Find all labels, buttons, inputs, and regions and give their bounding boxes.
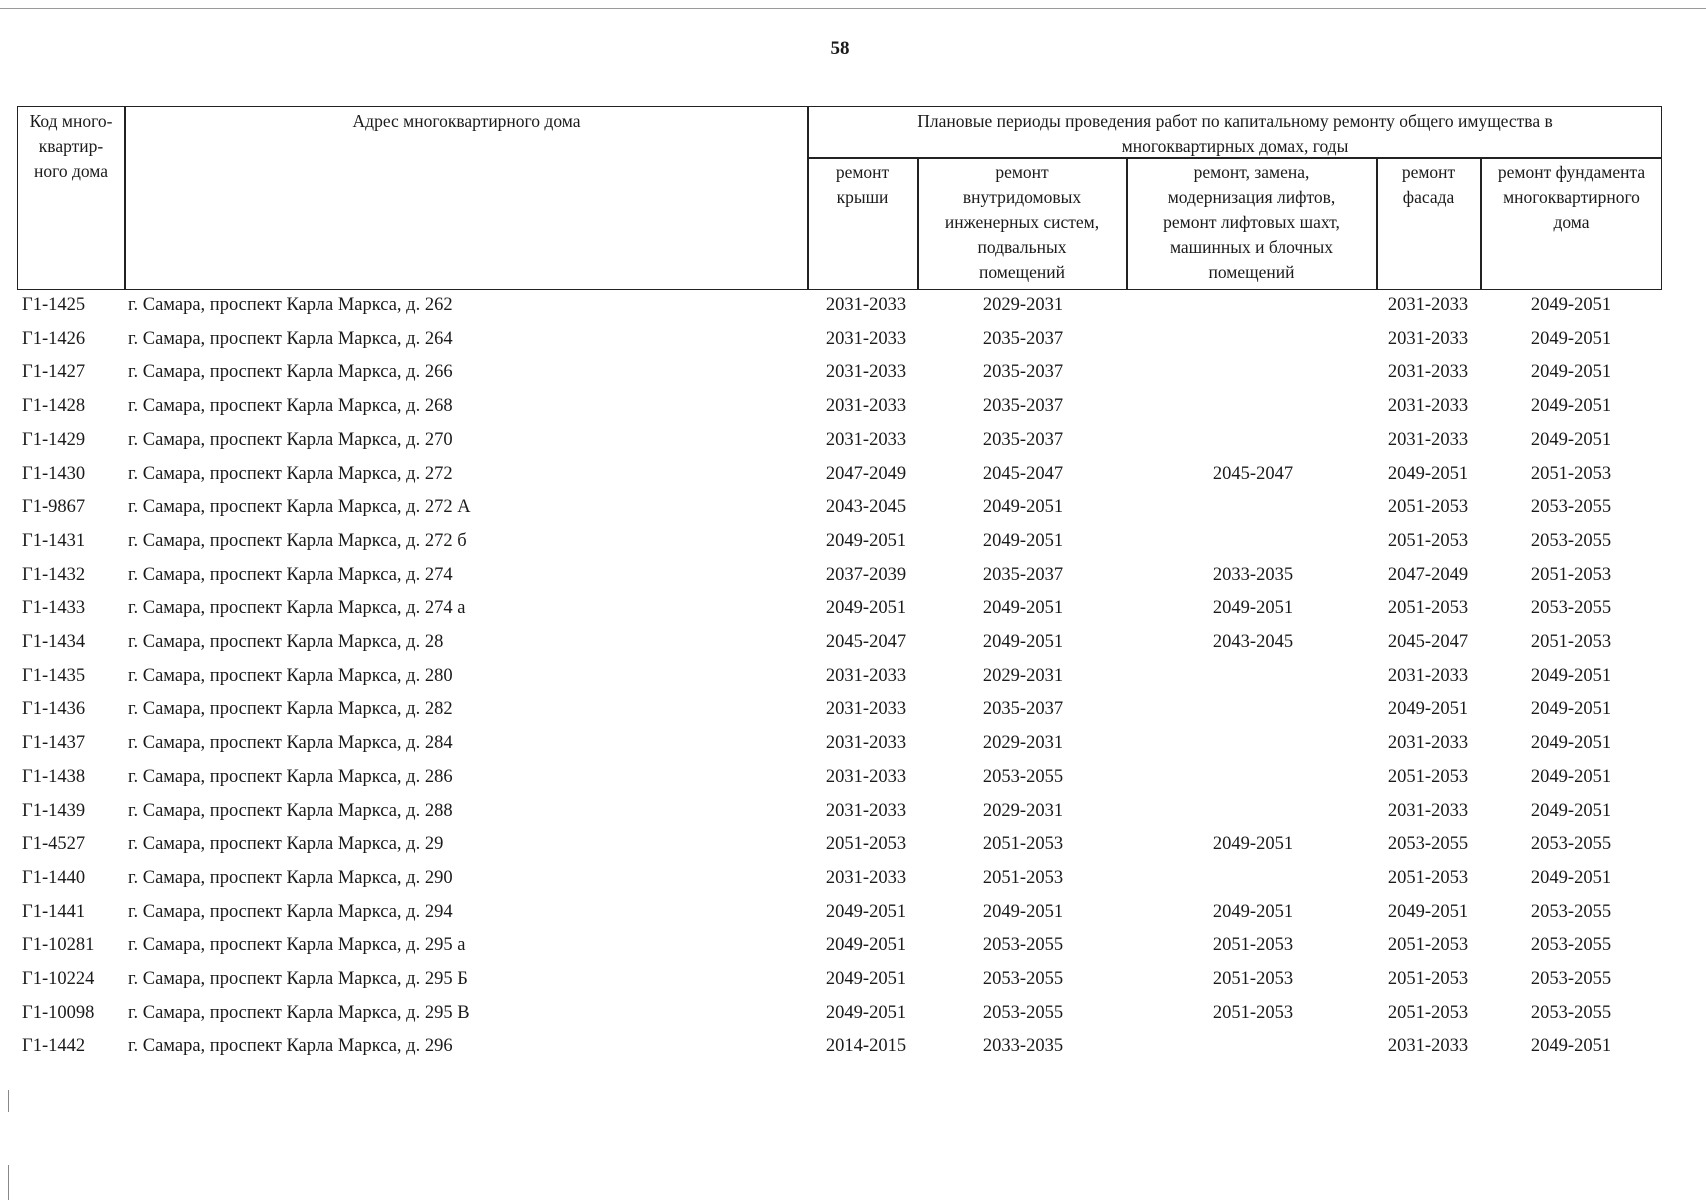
facade-period: 2049-2051	[1387, 463, 1469, 484]
header-facade	[1377, 160, 1480, 210]
header-lifts-line: помещений	[1208, 262, 1295, 282]
foundation-period: 2049-2051	[1530, 429, 1612, 450]
facade-period: 2031-2033	[1387, 396, 1469, 417]
roof-period: 2014-2015	[825, 1036, 907, 1057]
header-lifts-line: ремонт, замена,	[1193, 162, 1310, 182]
header-foundation	[1481, 160, 1662, 235]
house-address: г. Самара, проспект Карла Маркса, д. 284	[128, 733, 453, 754]
lift-period: 2049-2051	[1212, 834, 1294, 855]
house-address: г. Самара, проспект Карла Маркса, д. 280	[128, 665, 453, 686]
scan-top-line	[0, 8, 1706, 9]
roof-period: 2049-2051	[825, 1002, 907, 1023]
roof-period: 2045-2047	[825, 632, 907, 652]
header-periods-line: Плановые периоды проведения работ по капитальному ремонту общего имущества в	[917, 111, 1553, 131]
engineering-period: 2045-2047	[982, 463, 1064, 484]
roof-period: 2031-2033	[825, 800, 907, 821]
house-address: г. Самара, проспект Карла Маркса, д. 264	[128, 328, 453, 349]
roof-period: 2031-2033	[825, 328, 907, 349]
lift-period: 2045-2047	[1212, 463, 1294, 484]
facade-period: 2051-2053	[1387, 1002, 1469, 1023]
header-engineering	[918, 160, 1126, 285]
lift-period: 2051-2053	[1212, 1002, 1294, 1023]
facade-period: 2051-2053	[1387, 497, 1469, 518]
table-row	[0, 898, 1706, 932]
header-foundation-line: многоквартирного	[1503, 187, 1640, 207]
scan-edge-mark	[8, 1165, 9, 1200]
table-row	[0, 426, 1706, 460]
house-code: Г1-1435	[22, 665, 86, 686]
header-facade-line: фасада	[1402, 187, 1455, 207]
engineering-period: 2051-2053	[982, 834, 1064, 855]
house-address: г. Самара, проспект Карла Маркса, д. 272	[128, 463, 453, 484]
facade-period: 2049-2051	[1387, 699, 1469, 720]
table-row	[0, 1032, 1706, 1066]
engineering-period: 2053-2055	[982, 1002, 1064, 1023]
header-periods-line: многоквартирных домах, годы	[1121, 136, 1349, 156]
table-row	[0, 561, 1706, 595]
header-roof	[808, 160, 917, 210]
foundation-period: 2049-2051	[1530, 699, 1612, 720]
foundation-period: 2053-2055	[1530, 969, 1612, 989]
header-code-line: Код много-	[29, 111, 113, 131]
facade-period: 2051-2053	[1387, 867, 1469, 888]
house-address: г. Самара, проспект Карла Маркса, д. 290	[128, 867, 453, 888]
house-code: Г1-1428	[22, 396, 86, 417]
foundation-period: 2049-2051	[1530, 295, 1612, 315]
house-code: Г1-10224	[22, 969, 95, 989]
roof-period: 2043-2045	[825, 497, 907, 518]
table-row	[0, 763, 1706, 797]
facade-period: 2031-2033	[1387, 665, 1469, 686]
foundation-period: 2049-2051	[1530, 867, 1612, 888]
house-code: Г1-1439	[22, 800, 86, 821]
table-row	[0, 493, 1706, 527]
lift-period: 2049-2051	[1212, 901, 1294, 922]
house-code: Г1-1436	[22, 699, 86, 720]
lift-period: 2051-2053	[1212, 969, 1294, 989]
facade-period: 2049-2051	[1387, 901, 1469, 922]
lift-period: 2051-2053	[1212, 935, 1294, 956]
house-code: Г1-1430	[22, 463, 86, 484]
foundation-period: 2053-2055	[1530, 1002, 1612, 1023]
header-address: Адрес многоквартирного дома	[352, 111, 581, 131]
engineering-period: 2029-2031	[982, 295, 1064, 315]
table-row	[0, 325, 1706, 359]
header-engineering-line: инженерных систем,	[944, 212, 1100, 232]
header-code	[18, 109, 124, 184]
foundation-period: 2053-2055	[1530, 530, 1612, 551]
engineering-period: 2051-2053	[982, 867, 1064, 888]
header-engineering-line: внутридомовых	[962, 187, 1082, 207]
table-row	[0, 931, 1706, 965]
engineering-period: 2029-2031	[982, 733, 1064, 754]
house-code: Г1-4527	[22, 834, 86, 855]
foundation-period: 2049-2051	[1530, 766, 1612, 787]
foundation-period: 2049-2051	[1530, 362, 1612, 383]
roof-period: 2031-2033	[825, 396, 907, 417]
house-code: Г1-1426	[22, 328, 86, 349]
roof-period: 2037-2039	[825, 564, 907, 585]
house-code: Г1-1437	[22, 733, 86, 754]
engineering-period: 2035-2037	[982, 699, 1064, 720]
house-address: г. Самара, проспект Карла Маркса, д. 294	[128, 901, 453, 922]
roof-period: 2031-2033	[825, 867, 907, 888]
roof-period: 2049-2051	[825, 969, 907, 989]
facade-period: 2051-2053	[1387, 935, 1469, 956]
table-row	[0, 628, 1706, 662]
roof-period: 2049-2051	[825, 598, 907, 619]
facade-period: 2031-2033	[1387, 1036, 1469, 1057]
table-row	[0, 358, 1706, 392]
roof-period: 2031-2033	[825, 733, 907, 754]
house-code: Г1-1438	[22, 766, 86, 787]
header-periods	[808, 109, 1662, 159]
engineering-period: 2035-2037	[982, 396, 1064, 417]
facade-period: 2045-2047	[1387, 632, 1469, 652]
house-code: Г1-1427	[22, 362, 86, 383]
table-row	[0, 830, 1706, 864]
header-lifts-line: машинных и блочных	[1169, 237, 1334, 257]
house-address: г. Самара, проспект Карла Маркса, д. 274	[128, 564, 453, 585]
facade-period: 2053-2055	[1387, 834, 1469, 855]
house-address: г. Самара, проспект Карла Маркса, д. 296	[128, 1036, 453, 1057]
foundation-period: 2051-2053	[1530, 632, 1612, 652]
house-address: г. Самара, проспект Карла Маркса, д. 295 В	[128, 1002, 470, 1023]
house-address: г. Самара, проспект Карла Маркса, д. 266	[128, 362, 453, 383]
header-roof-line: крыши	[836, 187, 889, 207]
engineering-period: 2029-2031	[982, 665, 1064, 686]
house-code: Г1-1433	[22, 598, 86, 619]
header-foundation-line: ремонт фундамента	[1497, 162, 1646, 182]
facade-period: 2031-2033	[1387, 733, 1469, 754]
engineering-period: 2049-2051	[982, 901, 1064, 922]
table-row	[0, 594, 1706, 628]
table-row	[0, 797, 1706, 831]
house-address: г. Самара, проспект Карла Маркса, д. 262	[128, 295, 453, 315]
table-row	[0, 527, 1706, 561]
engineering-period: 2049-2051	[982, 497, 1064, 518]
table-row	[0, 392, 1706, 426]
foundation-period: 2049-2051	[1530, 396, 1612, 417]
header-code-line: ного дома	[33, 161, 109, 181]
house-address: г. Самара, проспект Карла Маркса, д. 272 б	[128, 530, 467, 551]
lift-period: 2043-2045	[1212, 632, 1294, 652]
foundation-period: 2049-2051	[1530, 328, 1612, 349]
table-row	[0, 999, 1706, 1033]
roof-period: 2031-2033	[825, 766, 907, 787]
facade-period: 2051-2053	[1387, 598, 1469, 619]
house-address: г. Самара, проспект Карла Маркса, д. 282	[128, 699, 453, 720]
header-lifts-line: ремонт лифтовых шахт,	[1163, 212, 1340, 232]
facade-period: 2031-2033	[1387, 800, 1469, 821]
house-code: Г1-1434	[22, 632, 86, 652]
house-address: г. Самара, проспект Карла Маркса, д. 268	[128, 396, 453, 417]
foundation-period: 2053-2055	[1530, 497, 1612, 518]
header-lifts	[1127, 160, 1376, 285]
facade-period: 2047-2049	[1387, 564, 1469, 585]
house-code: Г1-1440	[22, 867, 86, 888]
roof-period: 2031-2033	[825, 362, 907, 383]
house-address: г. Самара, проспект Карла Маркса, д. 272 А	[128, 497, 471, 518]
table-row	[0, 864, 1706, 898]
roof-period: 2047-2049	[825, 463, 907, 484]
foundation-period: 2051-2053	[1530, 463, 1612, 484]
house-code: Г1-9867	[22, 497, 86, 518]
roof-period: 2031-2033	[825, 429, 907, 450]
table-row	[0, 662, 1706, 696]
page-number: 58	[830, 38, 850, 59]
house-address: г. Самара, проспект Карла Маркса, д. 29	[128, 834, 444, 855]
facade-period: 2031-2033	[1387, 429, 1469, 450]
house-code: Г1-1429	[22, 429, 86, 450]
foundation-period: 2051-2053	[1530, 564, 1612, 585]
header-lifts-line: модернизация лифтов,	[1167, 187, 1336, 207]
house-address: г. Самара, проспект Карла Маркса, д. 295 Б	[128, 969, 468, 989]
roof-period: 2031-2033	[825, 665, 907, 686]
engineering-period: 2049-2051	[982, 530, 1064, 551]
foundation-period: 2049-2051	[1530, 665, 1612, 686]
header-code-line: квартир-	[38, 136, 104, 156]
house-address: г. Самара, проспект Карла Маркса, д. 28	[128, 632, 444, 652]
scan-edge-mark	[8, 1090, 9, 1112]
lift-period: 2033-2035	[1212, 564, 1294, 585]
facade-period: 2031-2033	[1387, 362, 1469, 383]
header-engineering-line: ремонт	[995, 162, 1049, 182]
foundation-period: 2049-2051	[1530, 800, 1612, 821]
engineering-period: 2029-2031	[982, 800, 1064, 821]
table-row	[0, 695, 1706, 729]
engineering-period: 2053-2055	[982, 969, 1064, 989]
engineering-period: 2053-2055	[982, 766, 1064, 787]
foundation-period: 2053-2055	[1530, 598, 1612, 619]
foundation-period: 2053-2055	[1530, 935, 1612, 956]
facade-period: 2051-2053	[1387, 530, 1469, 551]
engineering-period: 2035-2037	[982, 564, 1064, 585]
house-code: Г1-1442	[22, 1036, 86, 1057]
table-row	[0, 729, 1706, 763]
engineering-period: 2035-2037	[982, 328, 1064, 349]
roof-period: 2049-2051	[825, 901, 907, 922]
house-code: Г1-1425	[22, 295, 86, 315]
header-roof-line: ремонт	[835, 162, 890, 182]
engineering-period: 2035-2037	[982, 429, 1064, 450]
house-code: Г1-1432	[22, 564, 86, 585]
engineering-period: 2035-2037	[982, 362, 1064, 383]
roof-period: 2051-2053	[825, 834, 907, 855]
header-engineering-line: помещений	[979, 262, 1065, 282]
house-code: Г1-10281	[22, 935, 95, 956]
roof-period: 2031-2033	[825, 699, 907, 720]
facade-period: 2051-2053	[1387, 969, 1469, 989]
engineering-period: 2049-2051	[982, 598, 1064, 619]
house-code: Г1-10098	[22, 1002, 95, 1023]
facade-period: 2051-2053	[1387, 766, 1469, 787]
engineering-period: 2053-2055	[982, 935, 1064, 956]
house-code: Г1-1441	[22, 901, 86, 922]
engineering-period: 2033-2035	[982, 1036, 1064, 1057]
header-foundation-line: дома	[1553, 212, 1590, 232]
engineering-period: 2049-2051	[982, 632, 1064, 652]
table-row	[0, 291, 1706, 325]
foundation-period: 2049-2051	[1530, 733, 1612, 754]
house-address: г. Самара, проспект Карла Маркса, д. 286	[128, 766, 453, 787]
table-row	[0, 460, 1706, 494]
house-address: г. Самара, проспект Карла Маркса, д. 288	[128, 800, 453, 821]
foundation-period: 2053-2055	[1530, 901, 1612, 922]
house-address: г. Самара, проспект Карла Маркса, д. 270	[128, 429, 453, 450]
facade-period: 2031-2033	[1387, 295, 1469, 315]
roof-period: 2031-2033	[825, 295, 907, 315]
roof-period: 2049-2051	[825, 935, 907, 956]
house-address: г. Самара, проспект Карла Маркса, д. 274 а	[128, 598, 466, 619]
roof-period: 2049-2051	[825, 530, 907, 551]
foundation-period: 2049-2051	[1530, 1036, 1612, 1057]
facade-period: 2031-2033	[1387, 328, 1469, 349]
lift-period: 2049-2051	[1212, 598, 1294, 619]
foundation-period: 2053-2055	[1530, 834, 1612, 855]
header-engineering-line: подвальных	[977, 237, 1067, 257]
house-code: Г1-1431	[22, 530, 86, 551]
house-address: г. Самара, проспект Карла Маркса, д. 295 а	[128, 935, 466, 956]
header-facade-line: ремонт	[1401, 162, 1456, 182]
table-row	[0, 965, 1706, 999]
